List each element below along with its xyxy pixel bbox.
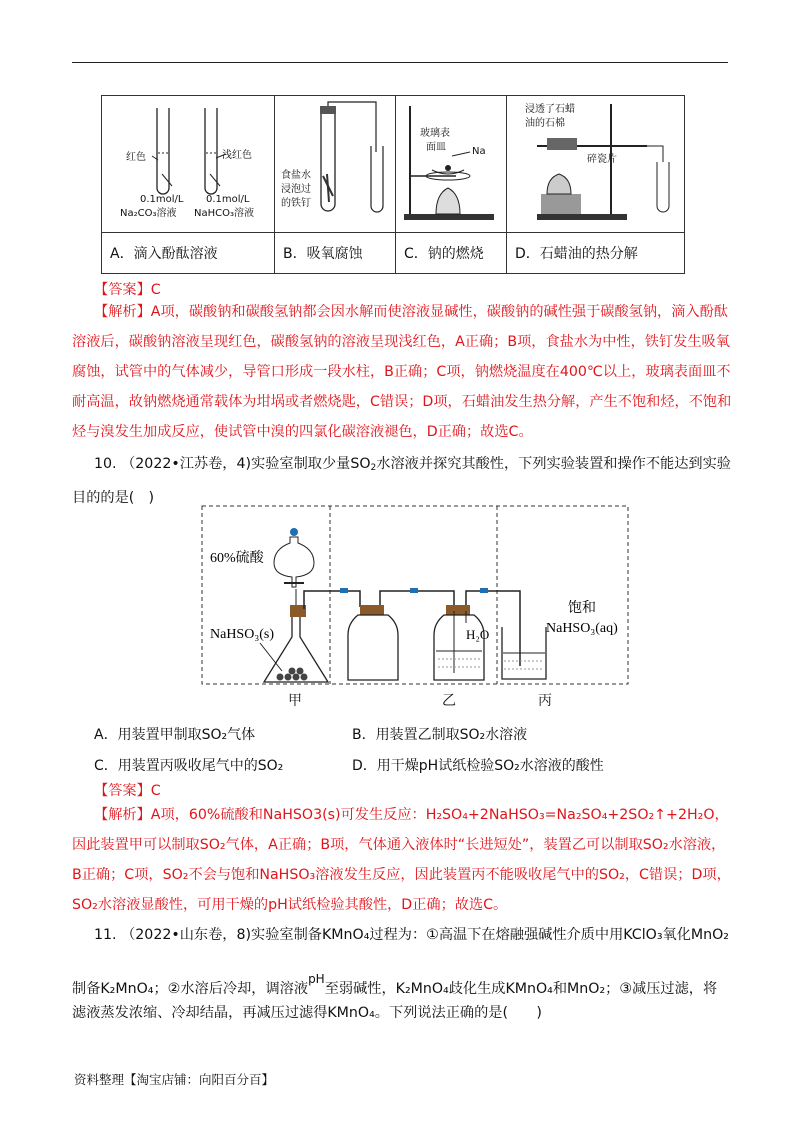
figure-a <box>102 96 275 233</box>
q10-option-d: D．用干燥pH试纸检验SO₂水溶液的酸性 <box>352 758 604 774</box>
q11-line-2b: 至弱碱性，K₂MnO₄歧化生成KMnO₄和MnO₂；③减压过滤，将 <box>324 981 718 997</box>
figure-table <box>101 95 685 274</box>
q10-option-a: A．用装置甲制取SO₂气体 <box>94 727 256 743</box>
label-nahso3-solid: NaHSO₃(s) <box>210 627 274 642</box>
q11-line-1: 11. （2022•山东卷，8)实验室制备KMnO₄过程为：①高温下在熔融强碱性介质中用KClO₃氧化MnO₂ <box>94 927 729 943</box>
header-rule <box>72 62 728 63</box>
caption-c: C．钠的燃烧 <box>396 233 507 274</box>
figure-b <box>275 96 396 233</box>
q10-option-c: C．用装置丙吸收尾气中的SO₂ <box>94 758 284 774</box>
apparatus-figure <box>200 505 630 690</box>
label-nahco3: NaHCO₃溶液 <box>194 208 254 219</box>
figure-c <box>396 96 507 233</box>
q10-option-b: B．用装置乙制取SO₂水溶液 <box>352 727 528 743</box>
corrosion-figure <box>275 96 395 232</box>
label-sulfuric-acid: 60%硫酸 <box>210 551 264 566</box>
label-dish: 面皿 <box>426 142 446 153</box>
q10-stem <box>72 449 732 513</box>
label-red: 红色 <box>126 152 146 163</box>
caption-b: B．吸氧腐蚀 <box>275 233 396 274</box>
label-bing: 丙 <box>538 693 552 709</box>
label-na2co3: Na₂CO₃溶液 <box>120 208 177 219</box>
q10-stem-b: 水溶液并探究其酸性，下列实验装置和操作不能达到实验目的的是( ) <box>72 456 731 506</box>
q11-line-2a: 制备K₂MnO₄；②水溶后冷却，调溶液 <box>72 981 309 997</box>
figure-d <box>507 96 685 233</box>
label-watch-glass: 玻璃表 <box>420 128 450 139</box>
q10-stem-a: 10. （2022•江苏卷，4)实验室制取少量SO <box>94 456 371 472</box>
label-na: Na <box>472 146 486 157</box>
label-soaked: 浸泡过 <box>281 184 311 195</box>
label-conc-right: 0.1mol/L <box>206 194 250 205</box>
q10-stem-sub: 2 <box>370 463 377 473</box>
q10-answer: 【答案】C <box>94 783 161 799</box>
q9-answer: 【答案】C <box>94 282 161 298</box>
label-light-red: 浅红色 <box>222 150 252 161</box>
label-yi: 乙 <box>442 693 456 709</box>
label-jia: 甲 <box>288 693 302 709</box>
cracking-figure <box>507 96 687 232</box>
q9-analysis: 【解析】A项，碳酸钠和碳酸氢钠都会因水解而使溶液显碱性，碳酸钠的碱性强于碳酸氢钠，滴入酚酞溶液后，碳酸钠溶液呈现红色，碳酸氢钠的溶液呈现浅红色，A正确；B项，食盐水为中性，铁钉发生吸氧腐蚀，试管中的气体减少，导管口形成一段水柱，B正确；C项，钠燃烧温度在400℃以上，玻璃表面皿不耐高温，故钠燃烧通常载体为坩埚或者燃烧匙，C错误；D项，石蜡油发生热分解，产生不饱和烃，不饱和烃与溴发生加成反应，使试管中溴的四氯化碳溶液褪色，D正确；故选C。 <box>72 304 732 440</box>
label-saltwater: 食盐水 <box>281 170 311 181</box>
label-saturated: 饱和 <box>568 601 596 616</box>
sodium-burning-figure <box>396 96 506 232</box>
label-nail: 的铁钉 <box>281 198 311 209</box>
label-conc-left: 0.1mol/L <box>140 194 184 205</box>
label-water: H₂O <box>466 627 490 642</box>
q10-analysis: 【解析】A项，60%硫酸和NaHSO3(s)可发生反应：H₂SO₄+2NaHSO₃=Na₂SO₄+2SO₂↑+2H₂O，因此装置甲可以制取SO₂气体，A正确；B项，气体通入液体时“长进短处”，装置乙可以制取SO₂水溶液，B正确；C项，SO₂不会与饱和NaHSO₃溶液发生反应，因此装置丙不能吸收尾气中的SO₂，C错误；D项，SO₂水溶液显酸性，可用干燥的pH试纸检验其酸性，D正确；故选C。 <box>72 807 731 913</box>
label-nahso3-aq: NaHSO₃(aq) <box>546 621 618 636</box>
q11-ph: pH <box>308 972 325 986</box>
label-asbestos-2: 油的石棉 <box>525 118 565 129</box>
label-porcelain: 碎瓷片 <box>587 154 617 165</box>
test-tubes-figure <box>102 96 274 232</box>
caption-d: D．石蜡油的热分解 <box>507 233 685 274</box>
caption-a: A．滴入酚酞溶液 <box>102 233 275 274</box>
q11-line-3: 滤液蒸发浓缩、冷却结晶，再减压过滤得KMnO₄。下列说法正确的是( ) <box>72 1005 542 1021</box>
label-asbestos-1: 浸透了石蜡 <box>525 104 575 115</box>
footer-source: 资料整理【淘宝店铺：向阳百分百】 <box>74 1072 275 1087</box>
